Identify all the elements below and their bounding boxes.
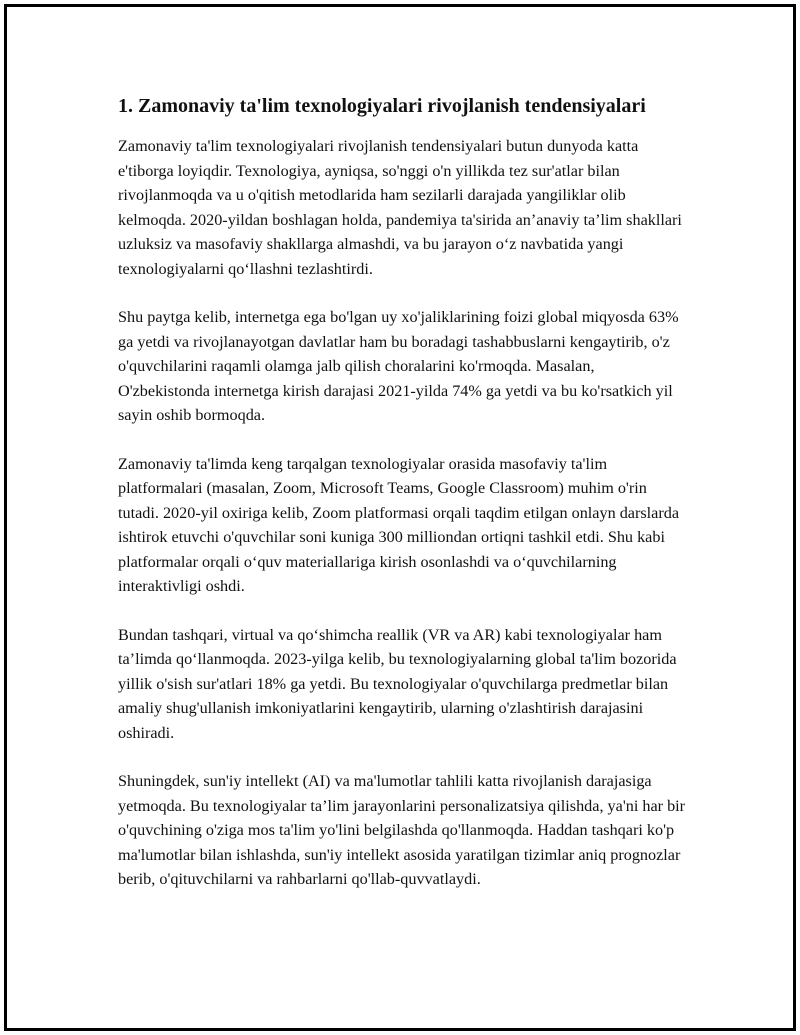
paragraph-5: Shuningdek, sun'iy intellekt (AI) va ma'lumotlar tahlili katta rivojlanish darajasiga yetmoqda. Bu texnologiyalar ta’lim jarayonlarini personalizatsiya qilishda, ya'ni har bir o'quvchining o'ziga mos ta'lim yo'lini belgilashda qo'llanmoqda. Haddan tashqari ko'p ma'lumotlar bilan ishlashda, sun'iy intellekt asosida yaratilgan tizimlar aniq prognozlar berib, o'qituvchilarni va rahbarlarni qo'llab-quvvatlaydi. (118, 772, 686, 888)
section-heading: 1. Zamonaviy ta'lim texnologiyalari rivojlanish tendensiyalari (118, 95, 646, 117)
paragraph-3: Zamonaviy ta'limda keng tarqalgan texnologiyalar orasida masofaviy ta'lim platformalari (masalan, Zoom, Microsoft Teams, Google Classroom) muhim o'rin tutadi. 2020-yil oxiriga kelib, Zoom platformasi orqali taqdim etilgan onlayn darslarda ishtirok etuvchi o'quvchilar soni kuniga 300 milliondan ortiqni tashkil etdi. Shu kabi platformalar orqali o‘quv materiallariga kirish osonlashdi va o‘quvchilarning interaktivligi oshdi. (118, 454, 680, 595)
paragraph-2: Shu paytga kelib, internetga ega bo'lgan uy xo'jaliklarining foizi global miqyosda 63% ga yetdi va rivojlanayotgan davlatlar ham bu boradagi tashabbuslarni kengaytirib, o'z o'quvchilarini raqamli olamga jalb qilish choralarini ko'rmoqda. Masalan, O'zbekistonda internetga kirish darajasi 2021-yilda 74% ga yetdi va bu ko'rsatkich yil sayin oshib bormoqda. (118, 308, 679, 424)
paragraph-4: Bundan tashqari, virtual va qo‘shimcha reallik (VR va AR) kabi texnologiyalar ham ta’limda qo‘llanmoqda. 2023-yilga kelib, bu texnologiyalarning global ta'lim bozorida yillik o'sish sur'atlari 18% ga yetdi. Bu texnologiyalar o'quvchilarga predmetlar bilan amaliy shug'ullanish imkoniyatlarini kengaytirib, ularning o'zlashtirish darajasini oshiradi. (118, 625, 677, 742)
document-body (118, 92, 688, 916)
paragraph-1: Zamonaviy ta'lim texnologiyalari rivojlanish tendensiyalari butun dunyoda katta e'tiborga loyiqdir. Texnologiya, ayniqsa, so'nggi o'n yillikda tez sur'atlar bilan rivojlanmoqda va u o'qitish metodlarida ham sezilarli darajada yangiliklar olib kelmoqda. 2020-yildan boshlagan holda, pandemiya ta'sirida an’anaviy ta’lim shakllari uzluksiz va masofaviy shakllarga almashdi, va bu jarayon o‘z navbatida yangi texnologiyalarni qo‘llashni tezlashtirdi. (118, 137, 682, 278)
